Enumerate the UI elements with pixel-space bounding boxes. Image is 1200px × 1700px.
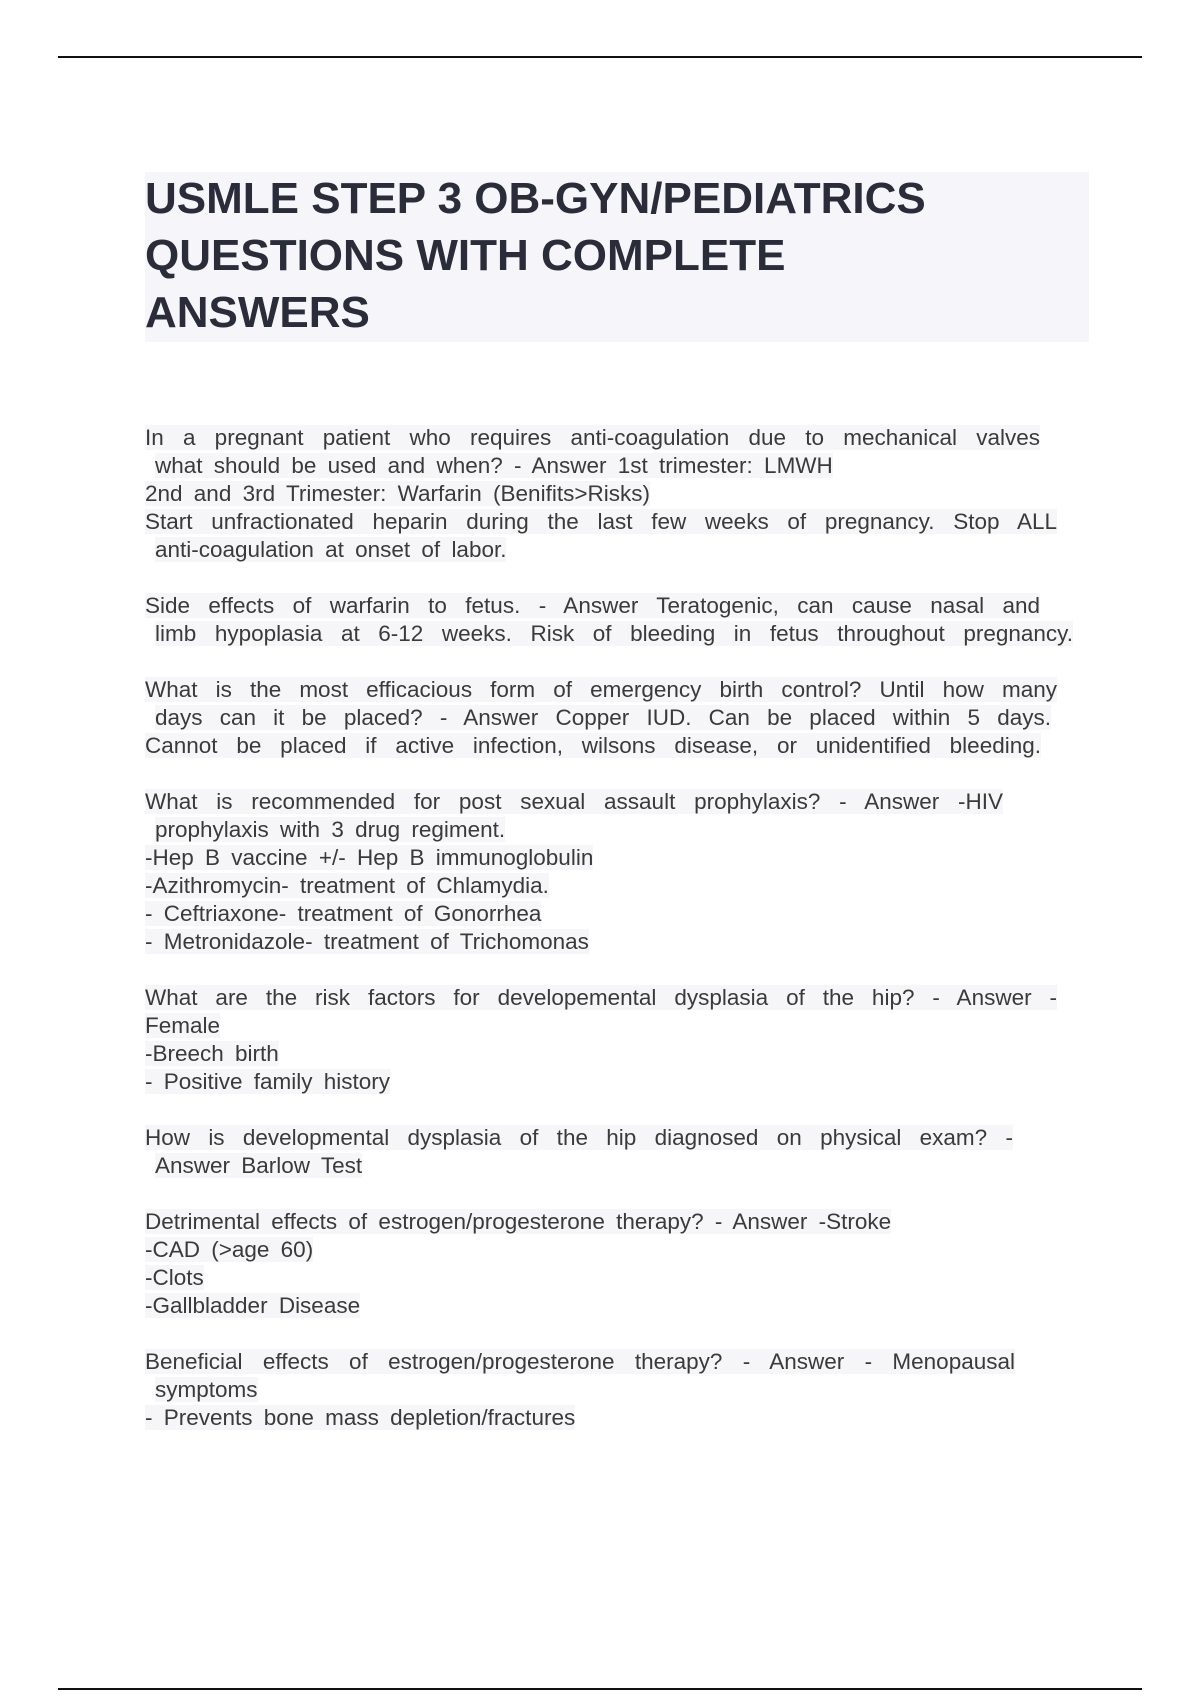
qa-block-hrt-detrimental (145, 1208, 1105, 1320)
qa-block-sexual-assault-prophylaxis (145, 788, 1105, 956)
text-line: -Clots (145, 1265, 204, 1290)
text-line: Beneficial effects of estrogen/progesterone therapy? - Answer - Menopausal (145, 1349, 1015, 1374)
qa-block-hrt-beneficial (145, 1348, 1105, 1432)
text-line: symptoms (155, 1377, 258, 1402)
text-line: What are the risk factors for developemental dysplasia of the hip? - Answer - (145, 985, 1057, 1010)
text-line: prophylaxis with 3 drug regiment. (155, 817, 506, 842)
text-line: - Positive family history (145, 1069, 391, 1094)
text-line: - Prevents bone mass depletion/fractures (145, 1405, 576, 1430)
text-line: Cannot be placed if active infection, wilsons disease, or unidentified bleeding. (145, 733, 1041, 758)
text-line: Female (145, 1013, 221, 1038)
text-line: what should be used and when? - Answer 1st trimester: LMWH (155, 453, 833, 478)
qa-block-ddh-diagnosis (145, 1124, 1105, 1180)
text-line: Side effects of warfarin to fetus. - Answer Teratogenic, can cause nasal and (145, 593, 1040, 618)
document-title (145, 172, 1089, 342)
top-rule (58, 56, 1142, 58)
bottom-rule (58, 1688, 1142, 1690)
text-line: - Metronidazole- treatment of Trichomonas (145, 929, 589, 954)
text-line: What is the most efficacious form of emergency birth control? Until how many (145, 677, 1057, 702)
text-line: 2nd and 3rd Trimester: Warfarin (Benifits>Risks) (145, 481, 650, 506)
text-line: In a pregnant patient who requires anti-coagulation due to mechanical valves (145, 425, 1040, 450)
text-line: What is recommended for post sexual assault prophylaxis? - Answer -HIV (145, 789, 1003, 814)
qa-block-emergency-contraception (145, 676, 1105, 760)
text-line: Start unfractionated heparin during the last few weeks of pregnancy. Stop ALL (145, 509, 1057, 534)
qa-content (145, 424, 1105, 1460)
qa-block-warfarin (145, 592, 1105, 648)
text-line: -Gallbladder Disease (145, 1293, 361, 1318)
text-line: -Azithromycin- treatment of Chlamydia. (145, 873, 549, 898)
text-line: Detrimental effects of estrogen/progesterone therapy? - Answer -Stroke (145, 1209, 892, 1234)
text-line: days can it be placed? - Answer Copper IUD. Can be placed within 5 days. (155, 705, 1051, 730)
text-line: Answer Barlow Test (155, 1153, 363, 1178)
text-line: -Breech birth (145, 1041, 279, 1066)
qa-block-ddh-risk-factors (145, 984, 1105, 1096)
title-line-2: QUESTIONS WITH COMPLETE (145, 231, 786, 280)
text-line: How is developmental dysplasia of the hip diagnosed on physical exam? - (145, 1125, 1013, 1150)
text-line: limb hypoplasia at 6-12 weeks. Risk of bleeding in fetus throughout pregnancy. (155, 621, 1073, 646)
qa-block-anticoagulation (145, 424, 1105, 564)
text-line: -Hep B vaccine +/- Hep B immunoglobulin (145, 845, 594, 870)
text-line: anti-coagulation at onset of labor. (155, 537, 507, 562)
text-line: -CAD (>age 60) (145, 1237, 314, 1262)
title-line-1: USMLE STEP 3 OB-GYN/PEDIATRICS (145, 174, 926, 223)
text-line: - Ceftriaxone- treatment of Gonorrhea (145, 901, 542, 926)
title-line-3: ANSWERS (145, 288, 370, 337)
